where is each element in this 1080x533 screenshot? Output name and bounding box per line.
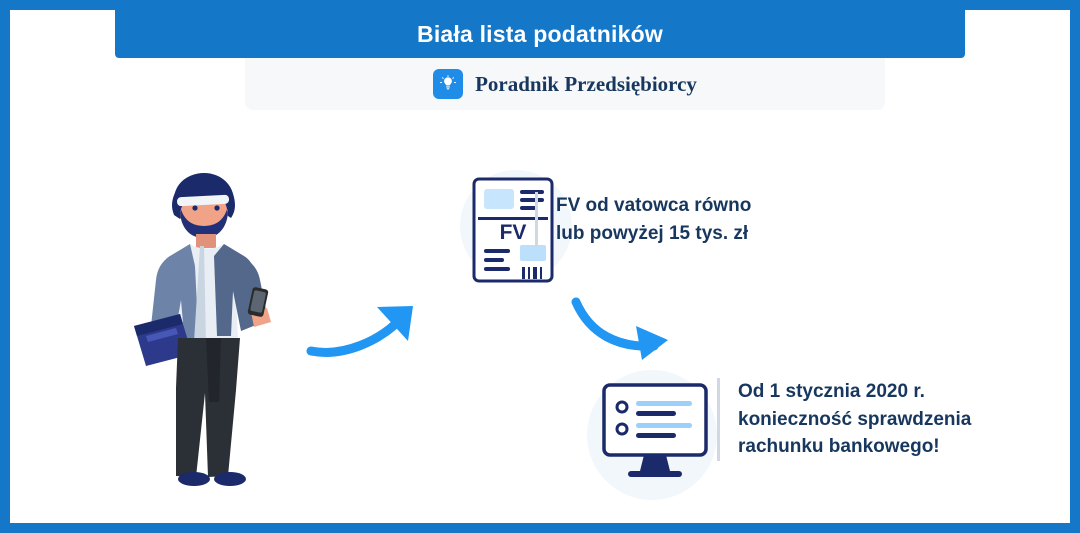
frame-border-left [0, 0, 10, 533]
brand-lockup [433, 69, 697, 99]
invoice-callout-line-2: lub powyżej 15 tys. zł [556, 222, 749, 244]
lightbulb-icon [433, 69, 463, 99]
page-title: Biała lista podatników [417, 20, 663, 47]
arrow-person-to-invoice-icon [305, 295, 435, 370]
invoice-callout [535, 192, 751, 247]
brand-strip [245, 58, 885, 110]
monitor-callout [717, 378, 971, 461]
svg-text:FV: FV [499, 221, 527, 244]
title-bar [115, 10, 965, 58]
monitor-callout-line-2: konieczność sprawdzenia [738, 408, 972, 430]
monitor-callout-line-1: Od 1 stycznia 2020 r. [738, 381, 925, 402]
frame-border-top [0, 0, 1080, 10]
monitor-callout-line-3: rachunku bankowego! [738, 436, 940, 458]
invoice-callout-line-1: FV od vatowca równo [556, 195, 752, 216]
man-with-phone-illustration [120, 160, 310, 490]
infographic-canvas [10, 10, 1070, 523]
arrow-invoice-to-monitor-icon [570, 290, 690, 375]
desktop-monitor-icon [600, 377, 710, 487]
frame-border-right [1070, 0, 1080, 533]
brand-name: Poradnik Przedsiębiorcy [475, 71, 697, 96]
monitor-node [585, 365, 725, 505]
frame-border-bottom [0, 523, 1080, 533]
